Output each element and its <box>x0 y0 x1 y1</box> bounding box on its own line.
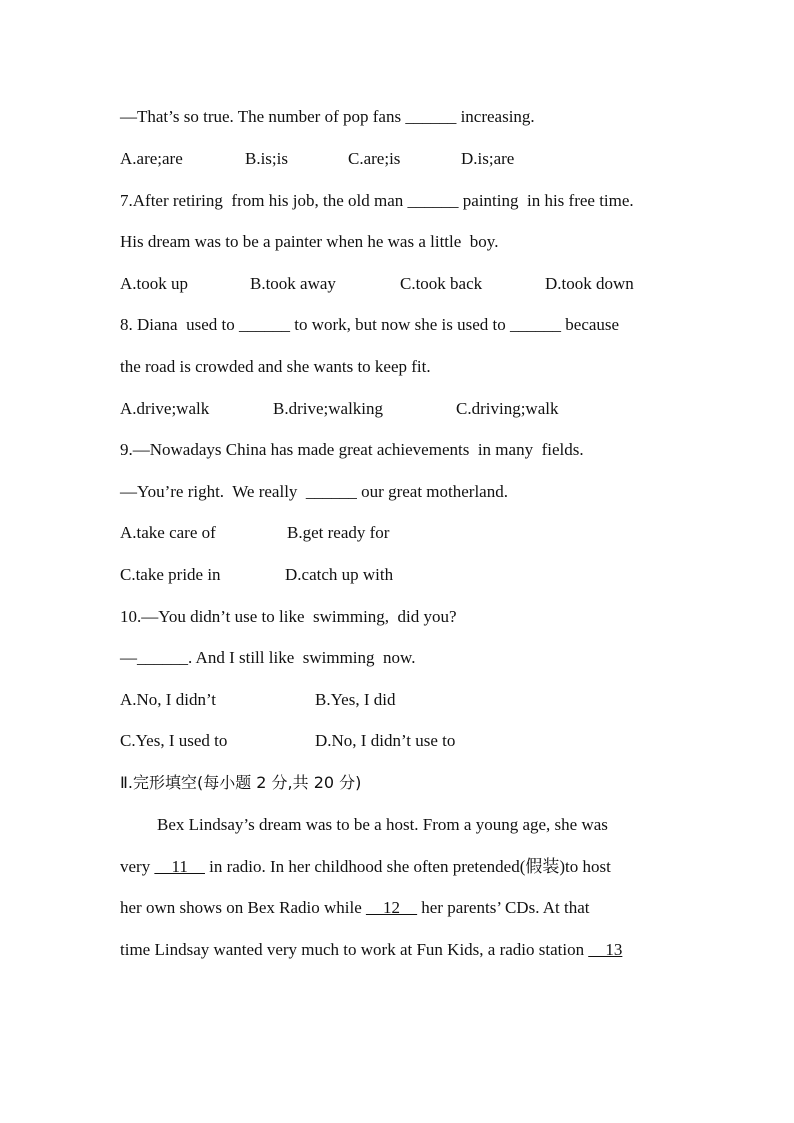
option-a: A.are;are <box>120 149 183 168</box>
blank-13: __13 <box>588 940 623 959</box>
question-10-options-row-2 <box>120 731 720 751</box>
question-10-stem: 10.—You didn’t use to like swimming, did you? <box>120 607 457 626</box>
passage-line-3 <box>120 898 590 918</box>
option-d: D.took down <box>545 274 634 293</box>
question-8-stem-cont: the road is crowded and she wants to keep fit. <box>120 357 431 376</box>
question-7-stem-cont: His dream was to be a painter when he was a little boy. <box>120 232 499 251</box>
passage-text: very <box>120 857 155 876</box>
passage-text: in radio. In her childhood she often pretended(假装)to host <box>204 857 611 876</box>
option-c: C.driving;walk <box>456 399 559 418</box>
passage-text: her own shows on Bex Radio while <box>120 898 367 917</box>
option-b: B.get ready for <box>287 523 390 542</box>
passage-line-2 <box>120 857 611 877</box>
option-a: A.took up <box>120 274 188 293</box>
option-c: C.are;is <box>348 149 401 168</box>
option-a: A.drive;walk <box>120 399 210 418</box>
question-6-options <box>120 149 720 169</box>
option-a: A.take care of <box>120 523 216 542</box>
question-8-options <box>120 399 720 419</box>
question-10-stem-cont: —______. And I still like swimming now. <box>120 648 416 667</box>
option-c: C.took back <box>400 274 483 293</box>
option-b: B.is;is <box>245 149 288 168</box>
option-d: D.catch up with <box>285 565 394 584</box>
option-c: C.Yes, I used to <box>120 731 228 750</box>
passage-line-4 <box>120 940 622 960</box>
question-9-stem: 9.—Nowadays China has made great achievements in many fields. <box>120 440 584 459</box>
question-7-stem: 7.After retiring from his job, the old man ______ painting in his free time. <box>120 191 634 210</box>
option-a: A.No, I didn’t <box>120 690 217 709</box>
question-9-stem-cont: —You’re right. We really ______ our great motherland. <box>120 482 508 501</box>
option-c: C.take pride in <box>120 565 221 584</box>
option-d: D.is;are <box>461 149 515 168</box>
option-b: B.Yes, I did <box>315 690 396 709</box>
passage-text: time Lindsay wanted very much to work at Fun Kids, a radio station <box>120 940 589 959</box>
passage-text: her parents’ CDs. At that <box>417 898 590 917</box>
question-8-stem: 8. Diana used to ______ to work, but now she is used to ______ because <box>120 315 620 334</box>
passage-line-1: Bex Lindsay’s dream was to be a host. From a young age, she was <box>157 815 608 834</box>
option-b: B.drive;walking <box>273 399 384 418</box>
blank-12: __12__ <box>366 898 418 917</box>
question-9-options-row-2 <box>120 565 720 585</box>
section-title: Ⅱ.完形填空(每小题 2 分,共 20 分) <box>120 773 362 792</box>
blank-11: __11__ <box>154 857 205 876</box>
question-10-options-row-1 <box>120 690 720 710</box>
option-b: B.took away <box>250 274 336 293</box>
question-6-stem: —That’s so true. The number of pop fans ______ increasing. <box>120 107 535 126</box>
question-9-options-row-1 <box>120 523 720 543</box>
option-d: D.No, I didn’t use to <box>315 731 456 750</box>
question-7-options <box>120 274 720 294</box>
